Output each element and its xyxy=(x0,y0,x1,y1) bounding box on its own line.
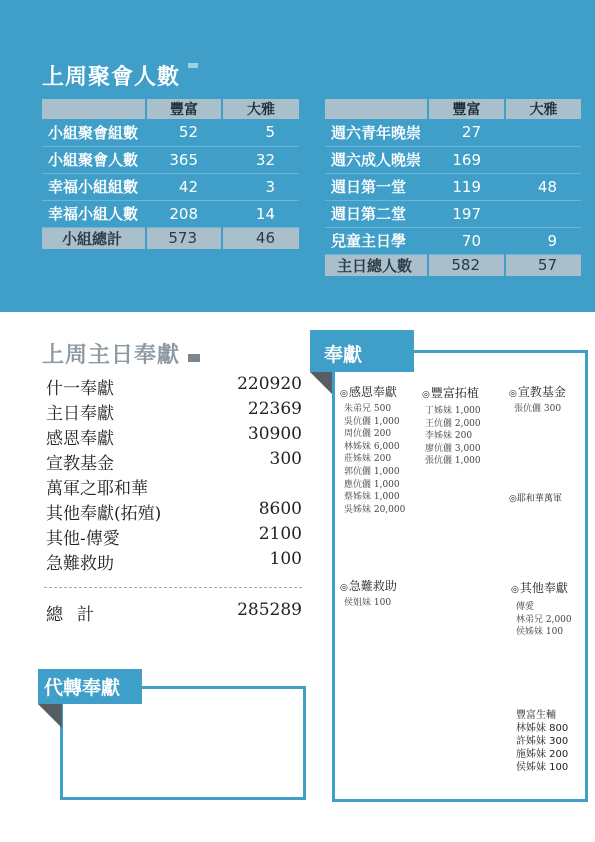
table-total-row xyxy=(325,254,581,276)
list-item: 張伉儷 1,000 xyxy=(425,456,481,467)
list-item: 周伉儷 200 xyxy=(344,429,392,440)
offering-label: 主日奉獻 xyxy=(46,404,114,424)
total-value: 582 xyxy=(428,254,505,276)
list-item: 丁姊妹 1,000 xyxy=(425,406,481,416)
offering-row xyxy=(46,499,302,524)
list-item: 施姊妹 200 xyxy=(516,749,569,760)
offering-label: 什一奉獻 xyxy=(46,379,114,399)
group-title-other: ◎其他奉獻 xyxy=(511,581,568,595)
list-item: 傳愛 xyxy=(516,602,535,612)
table-header-row xyxy=(325,99,581,119)
donor-title: 奉獻 xyxy=(310,330,414,372)
circle-dot-icon: ◎ xyxy=(509,494,517,504)
row-label: 幸福小組組數 xyxy=(42,173,146,200)
group-title-mission: ◎宣教基金 xyxy=(509,385,566,399)
tab-fold-decoration xyxy=(38,704,62,728)
row-value: 70 xyxy=(428,227,505,254)
list-item: 許姊妹 300 xyxy=(516,736,569,747)
row-value: 52 xyxy=(146,119,222,146)
list-item: 侯姊妹 100 xyxy=(516,762,569,773)
list-item: 林姊妹 6,000 xyxy=(344,441,400,452)
group-title-thanks: ◎感恩奉獻 xyxy=(340,385,397,399)
list-item: 應伉儷 1,000 xyxy=(344,479,400,490)
header-cell xyxy=(325,99,428,119)
total-value: 573 xyxy=(146,227,222,249)
table-row xyxy=(325,146,581,173)
row-value: 3 xyxy=(222,173,299,200)
offering-amount: 2100 xyxy=(258,524,302,544)
row-label: 週六青年晚崇 xyxy=(325,119,428,146)
row-label: 兒童主日學 xyxy=(325,227,428,254)
row-value: 27 xyxy=(428,119,505,146)
offering-amount: 30900 xyxy=(247,424,302,444)
table-row xyxy=(325,173,581,200)
table-header-row xyxy=(42,99,299,119)
table-row xyxy=(42,146,299,173)
list-item: 李姊妹 200 xyxy=(425,431,473,442)
list-item: 林姊妹 800 xyxy=(516,723,569,734)
list-item: 王伉儷 2,000 xyxy=(425,418,481,429)
circle-dot-icon: ◎ xyxy=(340,389,348,399)
row-label: 週日第一堂 xyxy=(325,173,428,200)
group-title-expand: ◎豐富拓植 xyxy=(422,386,479,400)
header-cell: 大雅 xyxy=(505,99,581,119)
offering-row xyxy=(46,399,302,424)
title-box-decoration xyxy=(188,354,200,362)
row-label: 幸福小組人數 xyxy=(42,200,146,227)
row-value: 365 xyxy=(146,146,222,173)
row-value: 14 xyxy=(222,200,299,227)
list-item: 侯姊妹 100 xyxy=(516,627,564,638)
title-dash-decoration xyxy=(188,63,198,68)
row-value: 169 xyxy=(428,146,505,173)
offering-amount: 22369 xyxy=(247,399,302,419)
group-attendance-table xyxy=(42,99,299,249)
circle-dot-icon: ◎ xyxy=(422,390,430,400)
tab-fold-decoration xyxy=(310,372,332,394)
header-cell xyxy=(42,99,146,119)
table-row xyxy=(42,200,299,227)
list-item: 廖伉儷 3,000 xyxy=(425,443,481,454)
attendance-section xyxy=(0,0,595,312)
list-item: 莊姊妹 200 xyxy=(344,454,392,465)
list-item: 張伉儷 300 xyxy=(514,404,562,414)
header-cell: 大雅 xyxy=(222,99,299,119)
row-value: 42 xyxy=(146,173,222,200)
group-title-tutor: 豐富生輔 xyxy=(516,710,556,721)
offering-row xyxy=(46,374,302,399)
row-label: 小組聚會人數 xyxy=(42,146,146,173)
offering-title: 上周主日奉獻 xyxy=(42,338,200,369)
offering-label: 急難救助 xyxy=(46,554,114,574)
donor-list-expand xyxy=(425,405,481,468)
list-item: 朱弟兄 500 xyxy=(344,404,392,414)
row-value: 32 xyxy=(222,146,299,173)
row-value xyxy=(505,200,581,227)
list-item: 侯姐妹 100 xyxy=(344,598,392,608)
donor-list-mission xyxy=(514,403,561,416)
row-value: 197 xyxy=(428,200,505,227)
total-value: 46 xyxy=(222,227,299,249)
group-title-emergency: ◎急難救助 xyxy=(340,579,397,593)
offering-label: 感恩奉獻 xyxy=(46,429,114,449)
row-value: 5 xyxy=(222,119,299,146)
offering-amount: 100 xyxy=(269,549,302,569)
row-value xyxy=(505,119,581,146)
total-label: 總計 xyxy=(46,605,108,625)
list-item: 吳伉儷 1,000 xyxy=(344,416,400,427)
table-row xyxy=(325,119,581,146)
table-row xyxy=(42,119,299,146)
donor-list-tutor xyxy=(516,709,568,774)
row-value xyxy=(505,146,581,173)
table-row xyxy=(42,173,299,200)
table-row xyxy=(325,200,581,227)
table-total-row xyxy=(42,227,299,249)
offering-label: 萬軍之耶和華 xyxy=(46,479,148,499)
donor-list-thanks xyxy=(344,403,405,516)
offering-row xyxy=(46,524,302,549)
table-row xyxy=(325,227,581,254)
offering-row xyxy=(46,449,302,474)
total-label: 主日總人數 xyxy=(325,254,428,276)
header-cell: 豐富 xyxy=(146,99,222,119)
row-value: 208 xyxy=(146,200,222,227)
offering-label: 其他-傳愛 xyxy=(46,529,120,549)
donor-list-other xyxy=(516,601,572,639)
total-value: 57 xyxy=(505,254,581,276)
row-value: 9 xyxy=(505,227,581,254)
offering-total-row xyxy=(46,600,302,625)
group-title-jehovah: ◎耶和華萬軍 xyxy=(509,494,562,504)
row-label: 小組聚會組數 xyxy=(42,119,146,146)
row-value: 48 xyxy=(505,173,581,200)
circle-dot-icon: ◎ xyxy=(511,585,519,595)
list-item: 蔡姊妹 1,000 xyxy=(344,492,400,503)
offering-row xyxy=(46,549,302,574)
header-cell: 豐富 xyxy=(428,99,505,119)
divider xyxy=(44,587,302,588)
row-value: 119 xyxy=(428,173,505,200)
offering-amount: 220920 xyxy=(237,374,302,394)
circle-dot-icon: ◎ xyxy=(509,389,517,399)
sunday-attendance-table xyxy=(325,99,581,276)
attendance-title: 上周聚會人數 xyxy=(42,60,198,91)
circle-dot-icon: ◎ xyxy=(340,583,348,593)
offering-amount: 8600 xyxy=(258,499,302,519)
offering-row xyxy=(46,424,302,449)
offering-label: 宣教基金 xyxy=(46,454,114,474)
row-label: 週日第二堂 xyxy=(325,200,428,227)
offering-amount: 300 xyxy=(269,449,302,469)
total-label: 小組總計 xyxy=(42,227,146,249)
transfer-title: 代轉奉獻 xyxy=(38,669,142,704)
offering-row xyxy=(46,474,302,499)
list-item: 吳姊妹 20,000 xyxy=(344,504,406,515)
donor-list-emergency xyxy=(344,597,391,610)
row-label: 週六成人晚崇 xyxy=(325,146,428,173)
list-item: 郭伉儷 1,000 xyxy=(344,466,400,477)
list-item: 林弟兄 2,000 xyxy=(516,614,572,625)
offering-label: 其他奉獻(拓殖) xyxy=(46,504,162,524)
total-amount: 285289 xyxy=(237,600,302,620)
